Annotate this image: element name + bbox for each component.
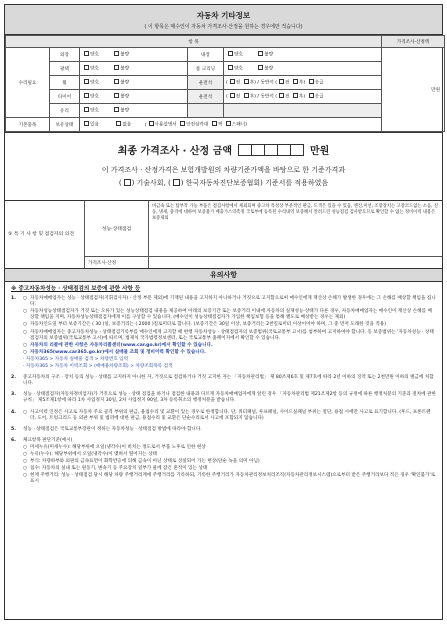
notice-text: 사고이력 인정은 사고로 자동차 주요 골격 부위의 판금, 용접수리 및 교환이 있는 경우로 한정합니다. 단, 쿼터패널, 루프패널, 사이드실패널 부위는 절단, 용접 시에만 사고로 표기합니다. (후드, 프론트펜더, 도어, 트렁크리드 등 외판 부위 및 범퍼에 대한 판금, 용접수리 및 교환은 단순수리로서 사고에 포함되지 않습니다) — [30, 409, 431, 421]
notice-bullet: ○ — [23, 342, 28, 348]
notice-text: 침수: 자동차의 실내 또는 원동기, 변속기 등 주요장치 일부가 물에 잠긴 흔적이 있는 상태 — [30, 466, 208, 472]
form-title: 자동차 기타정보 — [196, 11, 251, 20]
basic-holding-label: 보유상태 — [50, 118, 80, 132]
tire-driver-side: 운전석 — [188, 90, 224, 104]
notice-text: 자동차성능상태점검자가 거짓 또는 오류가 있는 성능상태점검 내용을 제공하여 아래의 보증기간 또는 보증거리 이내에 자동차의 실제성능·상태가 다른 경우, 자동차매매업자는 매수인이 재산상 손해를 배상할 책임을 지며, 자동차성능상태점검자에게 이를 구상할 수 있습니다. (매수인이 성능상태점검자가 가입한 책임보험 등을 통해 별도로 배상받는 경우는 제외) — [30, 309, 432, 321]
basic-none-checkbox[interactable] — [116, 121, 121, 126]
notice-bullet: ○ — [23, 349, 28, 355]
wheel-driver-side: 운전석 — [188, 76, 224, 90]
wheel-front-checkbox[interactable] — [230, 79, 235, 84]
notice-item — [11, 296, 436, 371]
interior-label: 내장 — [188, 48, 224, 62]
form-header — [5, 5, 442, 35]
notice-text: 자동차매매업자는 성능 · 상태점검자(지휘검사자) · 산정 부문 제외)에 기재된 내용을 고지하지 아니하거나 거짓으로 고지함으로써 매수인에게 재산상 손해가 발생한 경우에는 그 손해를 배상할 책임을 집니다. — [30, 296, 436, 308]
notice-subitem — [23, 466, 436, 472]
inspection-opinion-text[interactable]: 비금속 또는 탑부작 가능 부품은 점검사항에서 제외되며 중고차 특성상 부분적인 판금, 도색은 있을 수 있음, 엔진,미션, 조향장치는 고장코드없는 소음, 진동, 냉새, 충격에 대하여 보증불가 배출가스의측정 국토부에 등록된 수리내역 보증해서 알려드린 성능점검 검사받으므로 확인할 수 없는 정비이력 내용은 보증제외 — [149, 201, 442, 257]
wheel-options: 양호 불량 — [80, 76, 188, 90]
notice-title: ※ 중고자동차성능 · 상태점검의 보증에 관한 사항 등 — [11, 286, 141, 292]
pricing-opinion-label: 가격조사·산정 — [88, 260, 117, 266]
special-notes-subheaders — [85, 201, 149, 268]
notice-item-body — [23, 410, 436, 423]
notice-subitem — [23, 473, 436, 485]
notice-bullet: ○ — [23, 473, 28, 479]
tire-good-checkbox[interactable] — [84, 93, 89, 98]
notice-bullet: ○ — [23, 329, 28, 335]
triangle-checkbox[interactable] — [180, 121, 185, 126]
final-price-title: 최종 가격조사 · 산정 금액 — [117, 146, 233, 157]
notice-subitem — [23, 357, 436, 363]
special-notes-block — [5, 200, 442, 268]
wheel-spare-checkbox[interactable] — [309, 79, 314, 84]
notice-subitem — [23, 445, 436, 451]
final-price-unit: 만원 — [309, 146, 330, 157]
final-price-input[interactable] — [239, 144, 304, 159]
notice-text: 성능 · 상태점검은 국토교통부장관이 정하는 자동차성능 · 상태점검 방법에 따라야 합니다. — [23, 426, 202, 432]
repair-price-cell[interactable] — [382, 48, 445, 132]
final-price-row — [5, 142, 442, 159]
notice-subitem — [23, 322, 436, 328]
notice-text: 자동차의 리콜에 관한 사항은 자동차리콜센터(www.car.go.kr)에서 확인할 수 있습니다. — [30, 342, 213, 348]
notice-item-number: 2. — [11, 375, 16, 381]
room-clean-bad-checkbox[interactable] — [258, 65, 263, 70]
price-column-header: 가격조사·산정액 — [382, 36, 445, 48]
notice-subitem — [23, 392, 436, 404]
notice-text: 중고자동차의 구조 · 장치 등의 성능 · 상태를 고지하지 아니한 자, 거짓으로 점검하거나 거짓 고지한 자는 「자동차관리법」 제 80조제6호 및 제7호에 따라 2년 이하의 징역 또는 2천만원 이하의 벌금에 처합니다. — [23, 375, 434, 387]
notice-text: 누유(누수): 해당부위에서 오일(냉각수)이 맺혀서 떨어지는 상태 — [30, 451, 157, 457]
exterior-bad-checkbox[interactable] — [114, 51, 119, 56]
tire-position-options: ( 전 후) / 동반석 ( 전 후) 응급 — [224, 90, 382, 104]
room-clean-options: 양호 불량 — [224, 62, 382, 76]
jack-checkbox[interactable] — [212, 121, 217, 126]
tire-passenger-front-checkbox[interactable] — [279, 93, 284, 98]
notice-bullet: ○ — [23, 459, 28, 465]
interior-bad-checkbox[interactable] — [258, 51, 263, 56]
notice-subitem — [23, 350, 436, 356]
notice-subitem — [23, 452, 436, 458]
repair-table — [5, 35, 445, 132]
glass-empty-1 — [188, 104, 224, 118]
notice-item-body — [23, 392, 436, 405]
glass-empty-2 — [224, 104, 382, 118]
notice-text: · 자동차365 > 자동차 실매물 검색 > 차량번호 입력 — [23, 356, 129, 362]
notice-item-number: 1. — [11, 296, 16, 302]
room-clean-good-checkbox[interactable] — [228, 65, 233, 70]
notice-item — [11, 410, 436, 423]
vehicle-info-form — [4, 4, 443, 620]
tire-bad-checkbox[interactable] — [114, 93, 119, 98]
wheel-bad-checkbox[interactable] — [114, 79, 119, 84]
notice-item-body — [23, 375, 436, 388]
notice-text: 부식: 차량하부와 외판의 금속표면이 화학반응에 의해 금속이 아닌 상태로 상실되어 가는 현상(단순 녹을 의미 아님) — [30, 459, 260, 465]
gloss-good-checkbox[interactable] — [84, 65, 89, 70]
notice-text: 자동차인도일 부터 보증기간은 ( 30 )일, 보증거리는 ( 2000 )킬로미터로 합니다. (보증기간은 30일 이상, 보증거리는 2천킬로미터 이상이어야 하며, 그 중 먼저 도래한 것을 적용) — [30, 322, 387, 328]
inspection-opinion-label: 성능·상태점검 — [85, 201, 148, 257]
tire-rear-checkbox[interactable] — [244, 93, 249, 98]
price-note-1: 이 가격조사 · 산정가격은 보험개발원의 차량기준가액을 바탕으로 한 기준가격과 — [101, 165, 346, 174]
price-note-2: ( ) 기술사회, ( ) 한국자동차진단보증협회) 기준서를 적용하였음 — [118, 178, 329, 187]
notice-subitem — [23, 410, 436, 422]
gloss-options: 양호 불량 — [80, 62, 188, 76]
notice-text: · 자동차365 > 자동차 이력조회 > (매매용차량조회) > 차량조회목록 검색 — [23, 364, 173, 370]
item-column-header: 항 목 — [6, 36, 382, 48]
glass-good-checkbox[interactable] — [84, 107, 89, 112]
manual-checkbox[interactable] — [149, 121, 154, 126]
notice-text: 현재 주행거리: 성능 · 상태점검 당시 해당 차량 주행거리계에 주행거리를 기록하되, 기록한 주행거리가 자동차관리정보처리조직(자동차관리정보시스템)으로부터 받은 주행거리보다 적은 경우 '확인불가'로 표시 — [30, 473, 436, 485]
form-subtitle: ( 이 항목은 매수인이 자동차 가격조사·산정을 원하는 경우에만 적습니다) — [144, 24, 303, 30]
notice-text: 자동차매매업자는 중고자동차성능 · 상태점검기록부를 매수인에게 고지할 때 현행 자동차성능 · 상태점검자의 보증범위(국토교통부 고시)를 첨부하여 고지하여야 합니다. 동 보증범위는 '자동차성능 · 상태점검자의 보증범위(국토교통부 고시)에 따르며, 법제처 국가법령정보센터, 또는 국토교통부 홈페이지에서 확인할 수 있습니다. — [30, 329, 434, 341]
notice-bullet: ○ — [23, 444, 28, 450]
notice-subitem — [23, 296, 436, 308]
tire-spare-checkbox[interactable] — [309, 93, 314, 98]
basic-items-options: 있음 없음 ( 사용설명서 안전삼각대 잭 스패너) — [80, 118, 382, 132]
notice-text: 체크항목 판단기준(예시) — [23, 437, 73, 443]
final-price-block — [5, 132, 442, 200]
special-notes-content — [149, 201, 442, 268]
gloss-bad-checkbox[interactable] — [114, 65, 119, 70]
wheel-position-options: ( 전 후) / 동반석 ( 전 후) 응급 — [224, 76, 382, 90]
wheel-label: 휠 — [50, 76, 80, 90]
gloss-label: 광택 — [50, 62, 80, 76]
wheel-passenger-front-checkbox[interactable] — [279, 79, 284, 84]
tire-label: 타이어 — [50, 90, 80, 104]
glass-options: 양호 불량 — [80, 104, 188, 118]
notice-subitem — [23, 309, 436, 321]
notice-item-number: 3. — [11, 392, 16, 398]
notice-item-body — [23, 438, 436, 487]
tire-options: 양호 불량 — [80, 90, 188, 104]
notice-items — [11, 296, 436, 486]
notice-item-body — [23, 296, 436, 371]
kada-checkbox[interactable] — [173, 179, 180, 186]
notice-bullet: ○ — [23, 322, 28, 328]
notice-item-number: 4. — [11, 409, 16, 415]
notice-text: 미세누유(미세누수): 해당부위에 오일(냉각수)이 비치는 정도로서 부품 노후로 인한 현상 — [30, 444, 206, 450]
repair-price-unit: 만원 — [431, 87, 441, 93]
exterior-options: 양호 불량 — [80, 48, 188, 62]
notice-bullet: ○ — [23, 451, 28, 457]
engineer-society-checkbox[interactable] — [124, 179, 131, 186]
notice-subitem — [23, 364, 436, 370]
exterior-label: 외장 — [50, 48, 80, 62]
interior-good-checkbox[interactable] — [228, 51, 233, 56]
notice-item — [11, 375, 436, 388]
tire-passenger-rear-checkbox[interactable] — [293, 93, 298, 98]
notice-subitem — [23, 438, 436, 444]
notice-header: 유의사항 — [5, 268, 442, 282]
wheel-rear-checkbox[interactable] — [244, 79, 249, 84]
notice-bullet: ○ — [23, 309, 28, 315]
room-clean-label: 룸 크리닝 — [188, 62, 224, 76]
notice-text: 성능 · 상태점검자(자동차정비업자)가 거짓으로 성능 · 상태 점검을 하거나 점검한 내용과 다르게 자동차매매업자에게 알린 경우 「자동차관리법 제21조제2항 등의 규정에 따른 행정처분의 기준과 절차에 관한 규칙」 제5조제1항에 따라 1차 사업정지 30일, 2차 사업정지 90일, 3차 등록취소의 행정처분을 받습니다. — [23, 392, 436, 404]
repair-needed-label: 수리필요 — [6, 48, 50, 118]
notice-subitem — [23, 459, 436, 465]
glass-bad-checkbox[interactable] — [114, 107, 119, 112]
notice-item — [11, 392, 436, 405]
wheel-good-checkbox[interactable] — [84, 79, 89, 84]
spanner-checkbox[interactable] — [226, 121, 231, 126]
exterior-good-checkbox[interactable] — [84, 51, 89, 56]
glass-label: 유리 — [50, 104, 80, 118]
notice-bullet: ○ — [23, 466, 28, 472]
notice-subitem — [23, 330, 436, 342]
notice-text: 자동차365(www.car365.go.kr)에서 실매물 조회 및 정비이력 확인할 수 있습니다. — [30, 349, 206, 355]
notice-item — [11, 427, 436, 434]
notice-section — [5, 282, 442, 486]
notice-item-number: 6. — [11, 437, 16, 443]
pricing-opinion-text[interactable] — [149, 257, 442, 268]
notice-bullet: ○ — [23, 409, 28, 415]
basic-items-label: 기본품목 — [6, 118, 50, 132]
notice-subitem — [23, 375, 436, 387]
notice-item-body — [23, 427, 436, 434]
tire-front-checkbox[interactable] — [230, 93, 235, 98]
basic-have-checkbox[interactable] — [84, 121, 89, 126]
notice-subitem — [23, 427, 436, 433]
interior-options: 양호 불량 — [224, 48, 382, 62]
notice-item-number: 5. — [11, 426, 16, 432]
special-notes-label: ⑤ 특 기 사 항 및 점검자의 의견 — [5, 201, 85, 268]
notice-subitem — [23, 343, 436, 349]
notice-item — [11, 438, 436, 487]
notice-bullet: ○ — [23, 296, 28, 302]
wheel-passenger-rear-checkbox[interactable] — [293, 79, 298, 84]
